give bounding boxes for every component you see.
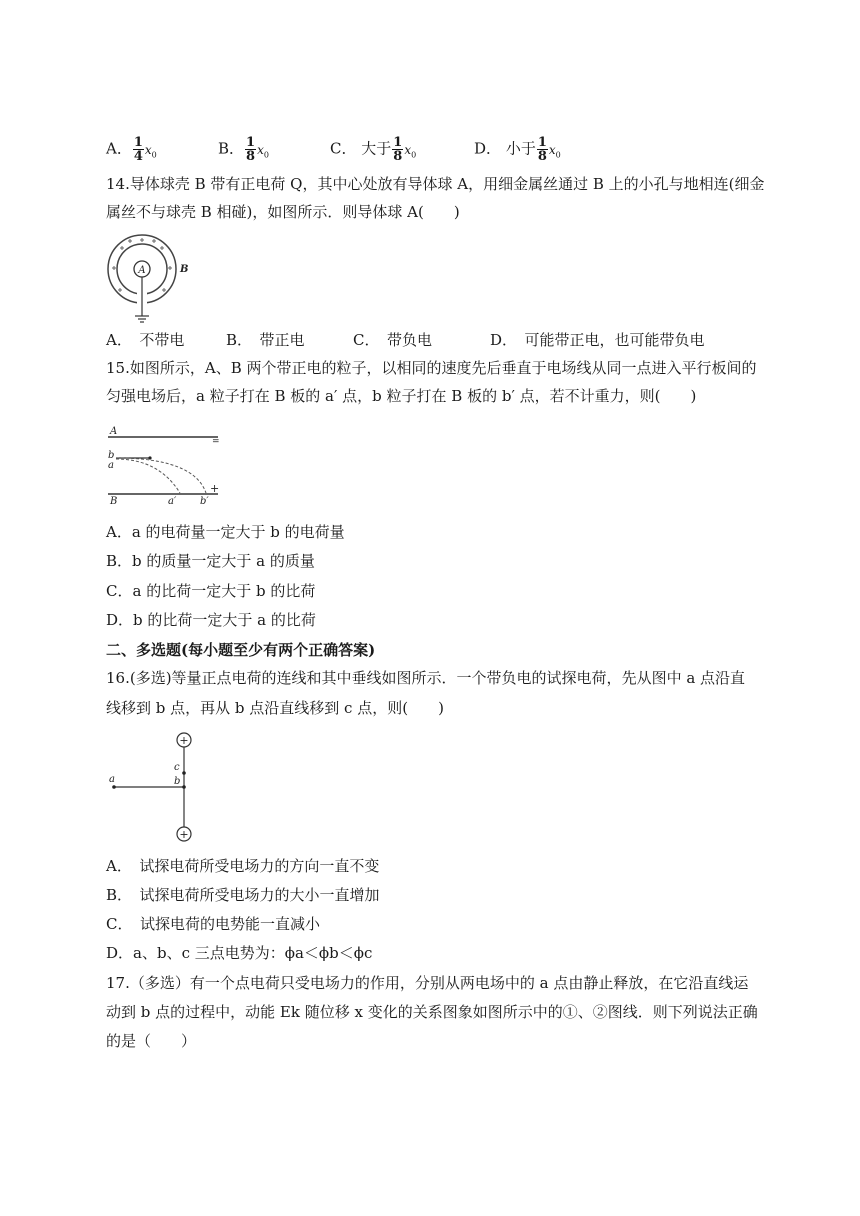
q14-option-b: B． 带正电 [226,331,305,349]
q15-option-a: A．a 的电荷量一定大于 b 的电荷量 [106,523,345,541]
q15-stem-line1: 15.如图所示，A、B 两个带正电的粒子，以相同的速度先后垂直于电场线从同一点进入平行板间的 [106,359,757,377]
q14-option-a: A． 不带电 [106,331,185,349]
q13-option-d: D． 小于 $\frac{1}{8}$ $x_0$ [474,135,561,164]
trajectory-a [116,459,180,493]
q15-option-b: B．b 的质量一定大于 a 的质量 [106,552,315,570]
fraction: $\frac{1}{8}$ [537,135,547,164]
section-heading: 二、多选题(每小题至少有两个正确答案) [106,641,376,659]
q16-stem-line2: 线移到 b 点，再从 b 点沿直线移到 c 点，则( ) [106,699,444,717]
q14-option-d: D． 可能带正电，也可能带负电 [490,331,705,349]
label-B: B [180,264,189,275]
q13-option-a: A． $\frac{1}{4}$ $x_0$ [106,135,157,164]
trajectory-b [116,458,206,493]
q15-stem-line2: 匀强电场后，a 粒子打在 B 板的 a′ 点，b 粒子打在 B 板的 b′ 点，若不计重力，则( ) [106,387,697,405]
q16-option-a: A． 试探电荷所受电场力的方向一直不变 [106,857,380,875]
plus-sign: + [210,482,220,495]
q13-option-b: B． $\frac{1}{8}$ $x_0$ [218,135,269,164]
label-b: b [174,776,181,787]
plate-A-label: A [110,426,118,437]
label-a: a [108,460,114,471]
q16-option-b: B． 试探电荷所受电场力的大小一直增加 [106,886,380,904]
q13-option-c: C． 大于 $\frac{1}{8}$ $x_0$ [330,135,417,164]
fraction: $\frac{1}{8}$ [393,135,403,164]
point-c [182,771,186,775]
label-b-prime: b′ [200,496,209,504]
point-a [112,785,116,789]
point-b [182,785,186,789]
label-a-prime: a′ [168,496,177,504]
label-a: a [109,774,115,785]
q17-stem-line1: 17.（多选）有一个点电荷只受电场力的作用，分别从两电场中的 a 点由静止释放，在它沿直线运 [106,974,749,992]
q16-figure [104,728,204,844]
entry-point [148,456,151,459]
q17-stem-line2: 动到 b 点的过程中，动能 Ek 随位移 x 变化的关系图象如图所示中的①、②图线．则下列说法正确 [106,1003,758,1021]
q14-stem-line1: 14.导体球壳 B 带有正电荷 Q，其中心处放有导体球 A，用细金属丝通过 B 上的小孔与地相连(细金 [106,175,765,193]
q15-option-c: C．a 的比荷一定大于 b 的比荷 [106,582,316,600]
minus-sign: = [212,437,220,447]
q14-option-c: C． 带负电 [353,331,432,349]
fraction: $\frac{1}{8}$ [246,135,256,164]
q16-option-d: D．a、b、c 三点电势为：ϕa＜ϕb＜ϕc [106,944,373,962]
q17-stem-line3: 的是（ ） [106,1032,197,1050]
label-A: A [138,265,146,276]
q15-figure [104,424,228,504]
fraction: $\frac{1}{4}$ [133,135,143,164]
label-b: b [108,450,115,461]
charge-bottom-sign: + [179,828,189,841]
charge-top-sign: + [179,734,189,747]
plate-B-label: B [110,496,118,504]
q14-stem-line2: 属丝不与球壳 B 相碰)，如图所示．则导体球 A( ) [106,203,460,221]
q15-option-d: D．b 的比荷一定大于 a 的比荷 [106,611,316,629]
q16-option-c: C． 试探电荷的电势能一直减小 [106,915,320,933]
q14-figure [104,232,194,324]
label-c: c [174,762,180,773]
q16-stem-line1: 16.(多选)等量正点电荷的连线和其中垂线如图所示．一个带负电的试探电荷，先从图中 a 点沿直 [106,669,746,687]
